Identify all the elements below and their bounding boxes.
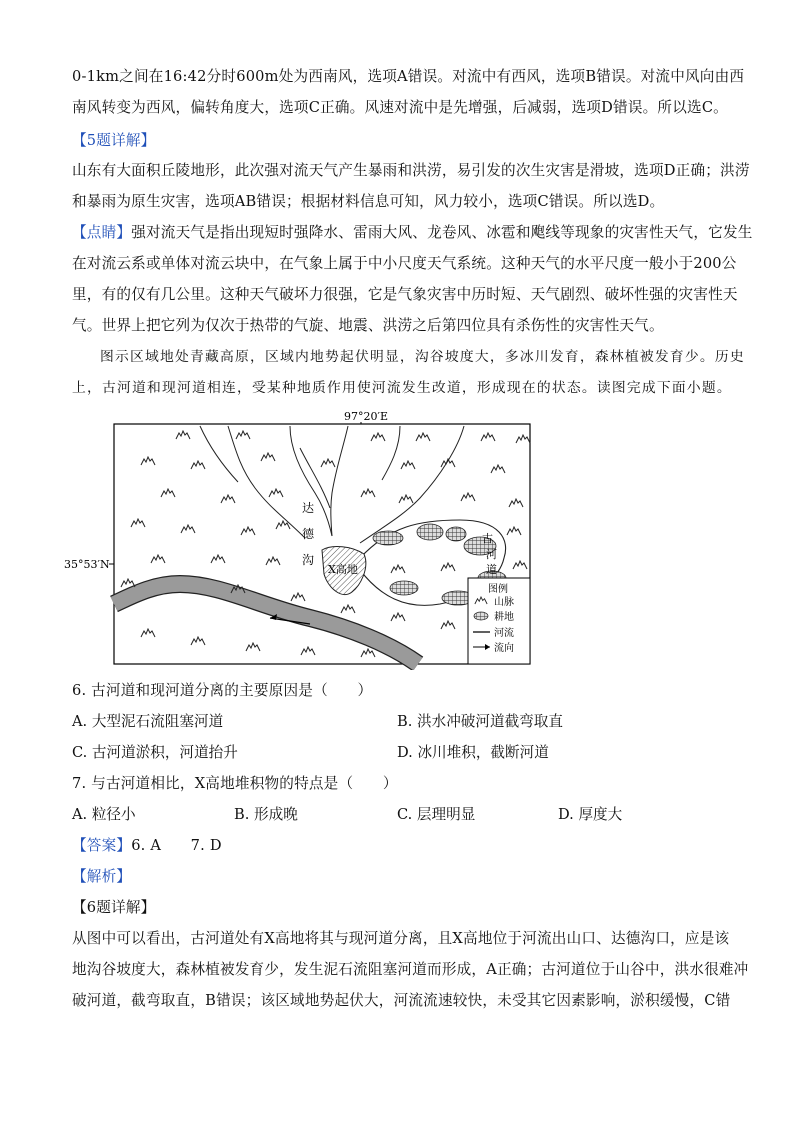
answer-line xyxy=(72,835,222,857)
answer-value: 6. A 7. D xyxy=(131,837,222,854)
gully-label: 沟 xyxy=(302,553,315,567)
q7-option-b: B. 形成晚 xyxy=(234,806,298,823)
legend-flow: 流向 xyxy=(494,643,514,654)
paragraph-line: 和暴雨为原生灾害，选项AB错误；根据材料信息可知，风力较小，选项C错误。所以选D。 xyxy=(72,193,665,210)
old-river-label: 古 xyxy=(482,532,493,545)
gully-label: 达 xyxy=(302,501,315,515)
q6-option-b: B. 洪水冲破河道截弯取直 xyxy=(397,713,563,730)
section-heading-6: 【6题详解】 xyxy=(72,899,156,916)
q7-option-c: C. 层理明显 xyxy=(397,806,476,823)
x-highland-label: X高地 xyxy=(328,563,358,576)
legend-mountain: 山脉 xyxy=(494,597,514,608)
analysis-heading: 【解析】 xyxy=(72,868,132,885)
answer-label: 【答案】 xyxy=(72,837,132,854)
paragraph-line: 山东有大面积丘陵地形，此次强对流天气产生暴雨和洪涝，易引发的次生灾害是滑坡，选项D正确；洪涝 xyxy=(72,162,750,179)
paragraph-line: 从图中可以看出，古河道处有X高地将其与现河道分离，且X高地位于河流出山口、达德沟口，应是该 xyxy=(72,930,730,947)
q6-option-d: D. 冰川堆积，截断河道 xyxy=(397,744,549,761)
section-heading-5: 【5题详解】 xyxy=(72,132,156,149)
paragraph-line: 地沟谷坡度大，森林植被发育少，发生泥石流阻塞河道而形成，A正确；古河道位于山谷中，洪水很难冲 xyxy=(72,961,749,978)
longitude-label: 97°20′E xyxy=(344,410,389,423)
tip-label: 【点睛】 xyxy=(72,224,132,241)
tip-line: 【点睛】强对流天气是指出现短时强降水、雷雨大风、龙卷风、冰雹和飑线等现象的灾害性天气，它发生 xyxy=(72,224,753,241)
river-map-figure xyxy=(60,408,560,670)
legend-farmland: 耕地 xyxy=(494,612,514,623)
legend-title: 图例 xyxy=(488,584,508,595)
paragraph-line: 破河道，截弯取直，B错误；该区域地势起伏大，河流流速较快，未受其它因素影响，淤积缓慢，C错 xyxy=(72,992,731,1009)
old-river-label: 道 xyxy=(486,563,497,576)
gully-label: 德 xyxy=(302,527,315,541)
q6-option-c: C. 古河道淤积，河道抬升 xyxy=(72,744,238,761)
legend-river: 河流 xyxy=(494,628,514,639)
paragraph-line: 在对流云系或单体对流云块中，在气象上属于中小尺度天气系统。这种天气的水平尺度一般小于200公 xyxy=(72,255,737,272)
question-7: 7. 与古河道相比，X高地堆积物的特点是（ ） xyxy=(72,775,398,792)
intro-line: 图示区域地处青藏高原，区域内地势起伏明显，沟谷坡度大，多冰川发育，森林植被发育少。历史 xyxy=(100,349,745,365)
paragraph-line: 气。世界上把它列为仅次于热带的气旋、地震、洪涝之后第四位具有杀伤性的灾害性天气。 xyxy=(72,317,664,334)
q6-option-a: A. 大型泥石流阻塞河道 xyxy=(72,713,224,730)
latitude-label: 35°53′N xyxy=(64,558,110,571)
map-legend xyxy=(468,578,530,664)
paragraph-line: 0-1km之间在16:42分时600m处为西南风，选项A错误。对流中有西风，选项B错误。对流中风向由西 xyxy=(72,68,745,85)
paragraph-line: 南风转变为西风，偏转角度大，选项C正确。风速对流中是先增强，后减弱，选项D错误。所以选C。 xyxy=(72,99,728,116)
old-river-label: 河 xyxy=(486,548,497,561)
q7-option-a: A. 粒径小 xyxy=(72,806,136,823)
paragraph-line: 里，有的仅有几公里。这种天气破坏力很强，它是气象灾害中历时短、天气剧烈、破坏性强的灾害性天 xyxy=(72,286,738,303)
q7-option-d: D. 厚度大 xyxy=(558,806,623,823)
intro-line: 上，古河道和现河道相连，受某种地质作用使河流发生改道，形成现在的状态。读图完成下面小题。 xyxy=(72,380,732,396)
question-6: 6. 古河道和现河道分离的主要原因是（ ） xyxy=(72,682,373,699)
